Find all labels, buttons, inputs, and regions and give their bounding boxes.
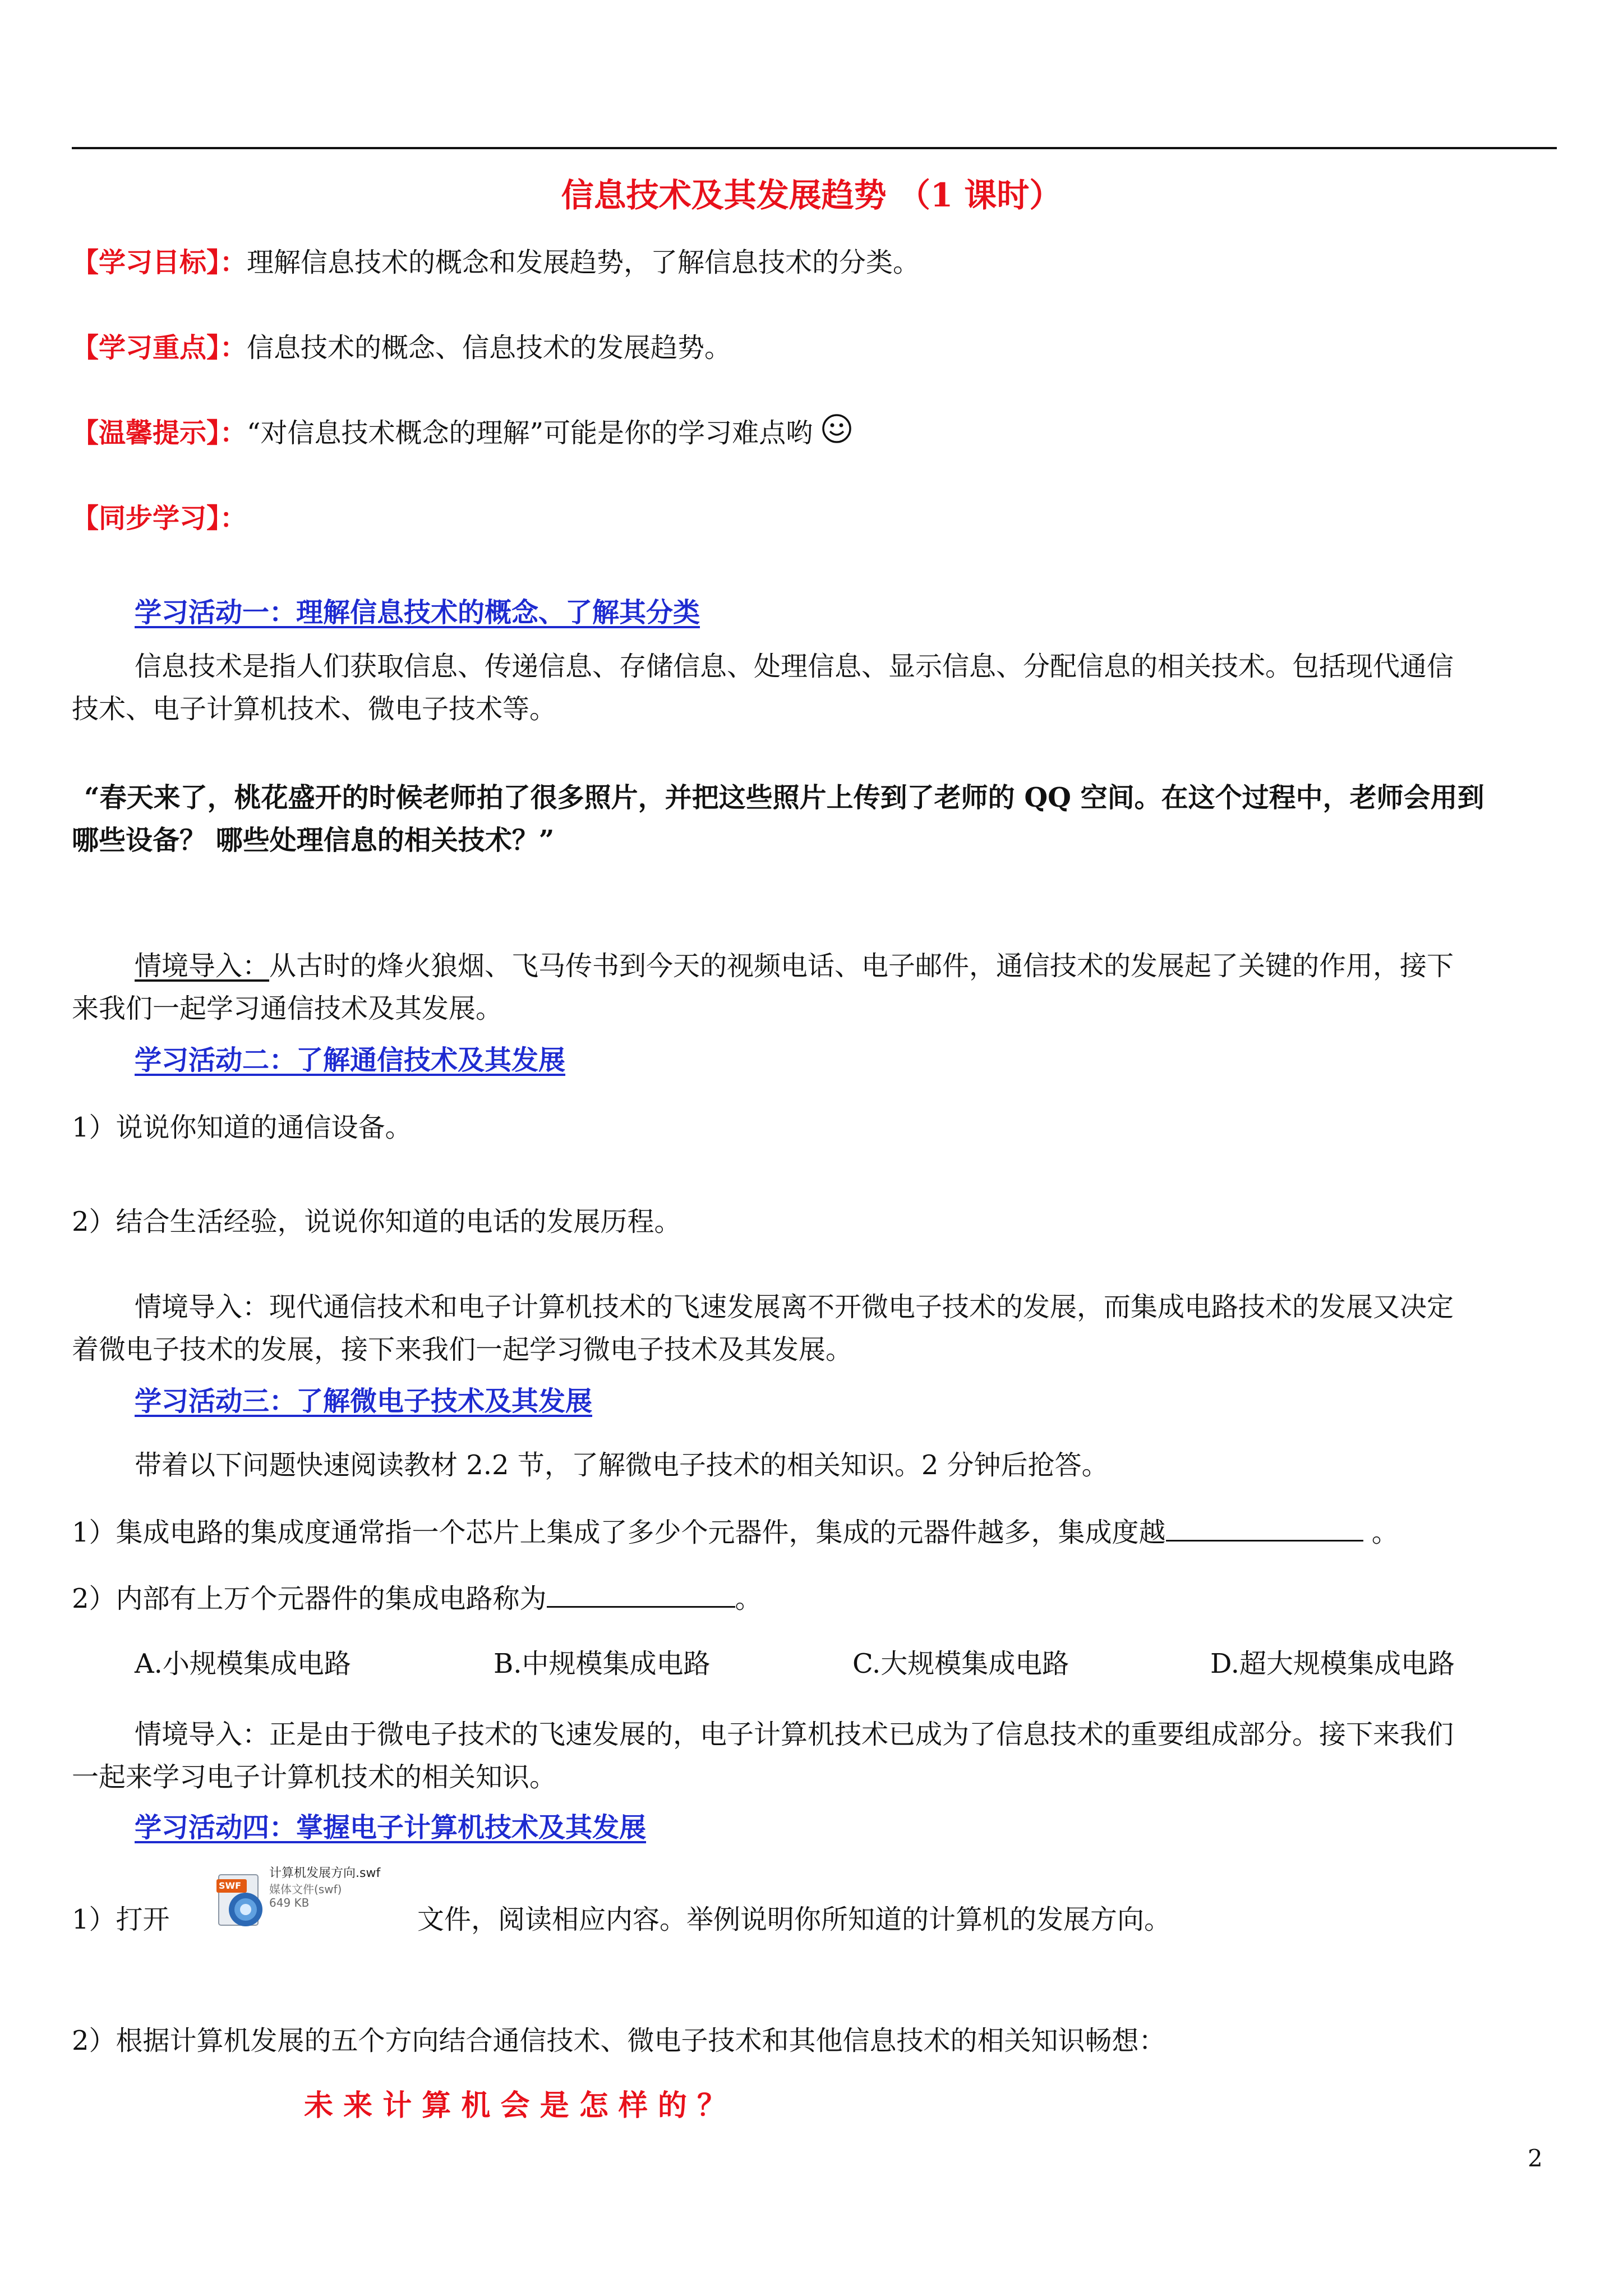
intro2-line1: 情境导入：现代通信技术和电子计算机技术的飞速发展离不开微电子技术的发展，而集成电路技术的发展又决定 — [135, 1291, 1454, 1323]
activity2-title[interactable]: 学习活动二：了解通信技术及其发展 — [135, 1045, 566, 1076]
option-a[interactable]: A.小规模集成电路 — [135, 1648, 351, 1680]
swf-badge: SWF — [219, 1880, 242, 1891]
intro1-line1 — [135, 942, 1454, 990]
activity3-question1 — [72, 1509, 1399, 1556]
header-rule — [72, 147, 1557, 149]
activity3-instruction: 带着以下问题快速阅读教材 2.2 节，了解微电子技术的相关知识。2 分钟后抢答。 — [135, 1450, 1109, 1481]
future-computer-question: 未 来 计 算 机 会 是 怎 样 的 ？ — [304, 2088, 727, 2123]
activity3-question1-end: 。 — [1363, 1517, 1399, 1548]
activity4-question1-prefix: 1）打开 — [72, 1904, 170, 1935]
tip-label: 【温馨提示】： — [72, 417, 247, 449]
smiley-icon — [821, 412, 852, 459]
option-d[interactable]: D.超大规模集成电路 — [1210, 1648, 1455, 1680]
sync-label: 【同步学习】： — [72, 503, 247, 534]
swf-file-size: 649 KB — [269, 1896, 310, 1910]
page-number: 2 — [1528, 2145, 1543, 2172]
intro1-line2: 来我们一起学习通信技术及其发展。 — [72, 993, 503, 1024]
activity1-line2: 技术、电子计算机技术、微电子技术等。 — [72, 693, 557, 725]
activity4-question2: 2）根据计算机发展的五个方向结合通信技术、微电子技术和其他信息技术的相关知识畅想： — [72, 2025, 1166, 2056]
option-b[interactable]: B.中规模集成电路 — [494, 1648, 711, 1680]
intro1-text1: 从古时的烽火狼烟、飞马传书到今天的视频电话、电子邮件，通信技术的发展起了关键的作用，接下 — [269, 950, 1454, 982]
warm-tip — [72, 409, 852, 459]
swf-file-type: 媒体文件(swf) — [269, 1883, 342, 1896]
activity3-question2-end: 。 — [735, 1583, 762, 1614]
intro3-line2: 一起来学习电子计算机技术的相关知识。 — [72, 1761, 557, 1793]
activity1-question-line1: “春天来了，桃花盛开的时候老师拍了很多照片，并把这些照片上传到了老师的 QQ 空间。在这个过程中，老师会用到 — [84, 782, 1484, 813]
goal-text: 理解信息技术的概念和发展趋势，了解信息技术的分类。 — [247, 247, 920, 278]
activity1-line1: 信息技术是指人们获取信息、传递信息、存储信息、处理信息、显示信息、分配信息的相关技术。包括现代通信 — [135, 651, 1454, 682]
goal-label: 【学习目标】： — [72, 247, 247, 278]
activity2-question2: 2）结合生活经验，说说你知道的电话的发展历程。 — [72, 1206, 681, 1237]
answer-blank-2[interactable] — [547, 1577, 735, 1608]
activity4-question1-suffix: 文件，阅读相应内容。举例说明你所知道的计算机的发展方向。 — [417, 1904, 1172, 1935]
tip-text: “对信息技术概念的理解”可能是你的学习难点哟 — [247, 417, 822, 449]
page-title: 信息技术及其发展趋势 （1 课时） — [561, 176, 1062, 214]
intro2-line2: 着微电子技术的发展，接下来我们一起学习微电子技术及其发展。 — [72, 1334, 853, 1365]
activity4-title[interactable]: 学习活动四：掌握电子计算机技术及其发展 — [135, 1812, 647, 1843]
focus-label: 【学习重点】： — [72, 332, 247, 364]
activity3-question1-text: 1）集成电路的集成度通常指一个芯片上集成了多少个元器件，集成的元器件越多，集成度越 — [72, 1517, 1166, 1548]
activity1-question-line2: 哪些设备？ 哪些处理信息的相关技术？” — [72, 825, 555, 856]
activity1-title[interactable]: 学习活动一：理解信息技术的概念、了解其分类 — [135, 597, 700, 628]
answer-blank-1[interactable] — [1166, 1511, 1363, 1542]
option-c[interactable]: C.大规模集成电路 — [852, 1648, 1069, 1680]
learning-focus — [72, 324, 731, 371]
swf-file-icon — [216, 1874, 266, 1930]
swf-file-name: 计算机发展方向.swf — [269, 1866, 381, 1880]
focus-text: 信息技术的概念、信息技术的发展趋势。 — [247, 332, 732, 364]
embedded-swf-file[interactable] — [213, 1864, 404, 1933]
intro3-line1: 情境导入：正是由于微电子技术的飞速发展的，电子计算机技术已成为了信息技术的重要组成部分。接下来我们 — [135, 1719, 1454, 1750]
activity3-question2 — [72, 1575, 762, 1622]
activity3-title[interactable]: 学习活动三：了解微电子技术及其发展 — [135, 1386, 593, 1417]
activity3-question2-text: 2）内部有上万个元器件的集成电路称为 — [72, 1583, 547, 1614]
learning-goal — [72, 239, 920, 286]
activity2-question1: 1）说说你知道的通信设备。 — [72, 1112, 412, 1143]
intro1-label: 情境导入： — [135, 950, 270, 982]
